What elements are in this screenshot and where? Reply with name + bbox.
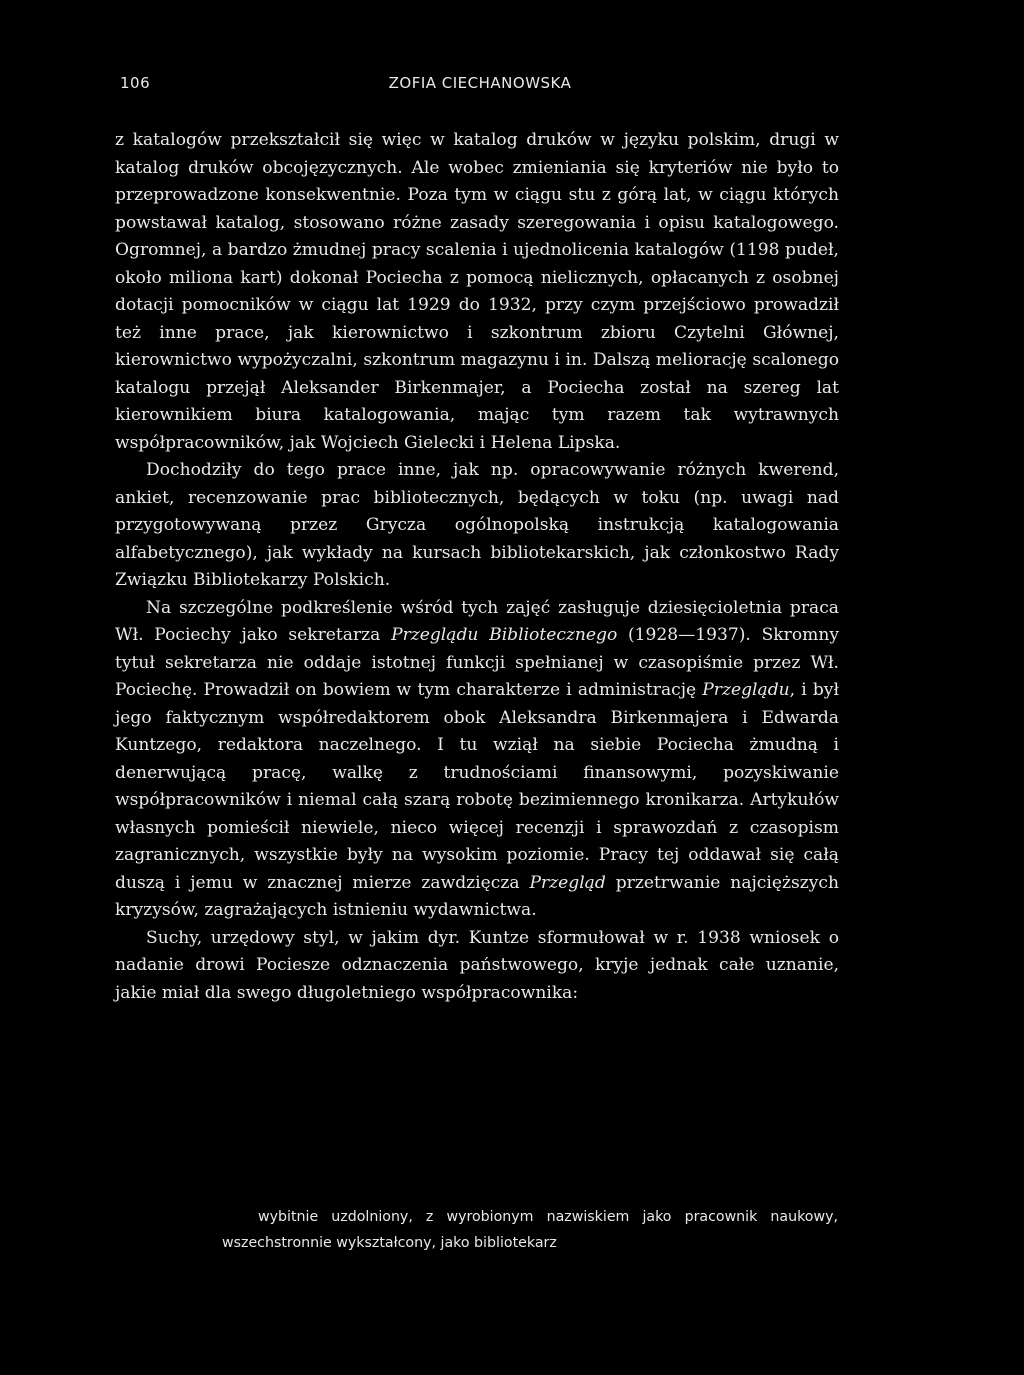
paragraph-3-part-d: przetrwanie najcięższych kryzysów, zagrażających istnieniu wydawnictwa. [115, 872, 839, 920]
paragraph-2: Dochodziły do tego prace inne, jak np. opracowywanie różnych kwerend, ankiet, recenzowanie prac bibliotecznych, będących w toku (np. uwagi nad przygotowywaną przez Grycza ogólnopolską instrukcją katalogowania alfabetycznego), jak wykłady na kursach bibliotekarskich, jak członkostwo Rady Związku Bibliotekarzy Polskich. [115, 460, 839, 590]
paragraph-1: z katalogów przekształcił się więc w katalog druków w języku polskim, drugi w katalog druków obcojęzycznych. Ale wobec zmieniania się kryteriów nie było to przeprowadzone konsekwentnie. Poza tym w ciągu stu z górą lat, w ciągu których powstawał katalog, stosowano różne zasady szeregowania i opisu katalogowego. Ogromnej, a bardzo żmudnej pracy scalenia i ujednolicenia katalogów (1198 pudeł, około miliona kart) dokonał Pociecha z pomocą nielicznych, opłacanych z osobnej dotacji pomocników w ciągu lat 1929 do 1932, przy czym przejściowo prowadził też inne prace, jak kierownictwo i szkontrum zbioru Czytelni Głównej, kierownictwo wypożyczalni, szkontrum magazynu i in. Dalszą meliorację scalonego katalogu przejął Aleksander Birkenmajer, a Pociecha został na szereg lat kierownikiem biura katalogowania, mając tym razem tak wytrawnych współpracowników, jak Wojciech Gielecki i Helena Lipska. [115, 130, 839, 453]
paragraph-3 [115, 595, 839, 925]
journal-title-short-2: Przegląd [529, 872, 606, 893]
journal-title-full: Przeglądu Bibliotecznego [391, 625, 618, 645]
quote-text: wybitnie uzdolniony, z wyrobionym nazwiskiem jako pracownik naukowy, wszechstronnie wykształcony, jako bibliotekarz [222, 1209, 838, 1251]
page-number: 106 [120, 74, 151, 92]
paragraph-3-part-c: , i był jego faktycznym współredaktorem obok Aleksandra Birkenmajera i Edwarda Kuntzego, redaktora naczelnego. I tu wziął na siebie Pociecha żmudną i denerwującą pracę, walkę z trudnościami finansowymi, pozyskiwanie współpracowników i niemal całą szarą robotę bezimiennego kronikarza. Artykułów własnych pomieścił niewiele, nieco więcej recenzji i sprawozdań z czasopism zagranicznych, wszystkie były na wysokim poziomie. Pracy tej oddawał się całą duszą i jemu w znacznej mierze zawdzięcza [115, 680, 839, 893]
paragraph-3-part-b: (1928—1937). Skromny tytuł sekretarza nie oddaje istotnej funkcji spełnianej w czasopiśmie przez Wł. Pociechę. Prowadził on bowiem w tym charakterze i administrację [115, 625, 839, 700]
paragraph-4: Suchy, urzędowy styl, w jakim dyr. Kuntze sformułował w r. 1938 wniosek o nadanie drowi Pociesze odznaczenia państwowego, kryje jednak całe uznanie, jakie miał dla swego długoletniego współpracownika: [115, 927, 839, 1003]
block-quote [222, 1204, 838, 1256]
page-header [120, 74, 840, 98]
running-head-author: ZOFIA CIECHANOWSKA [388, 74, 572, 92]
journal-title-short: Przeglądu [702, 680, 790, 700]
body-text [115, 127, 839, 1007]
paragraph-3-part-a: Na szczególne podkreślenie wśród tych zajęć zasługuje dziesięcioletnia praca Wł. Pociechy jako sekretarza [115, 597, 839, 645]
